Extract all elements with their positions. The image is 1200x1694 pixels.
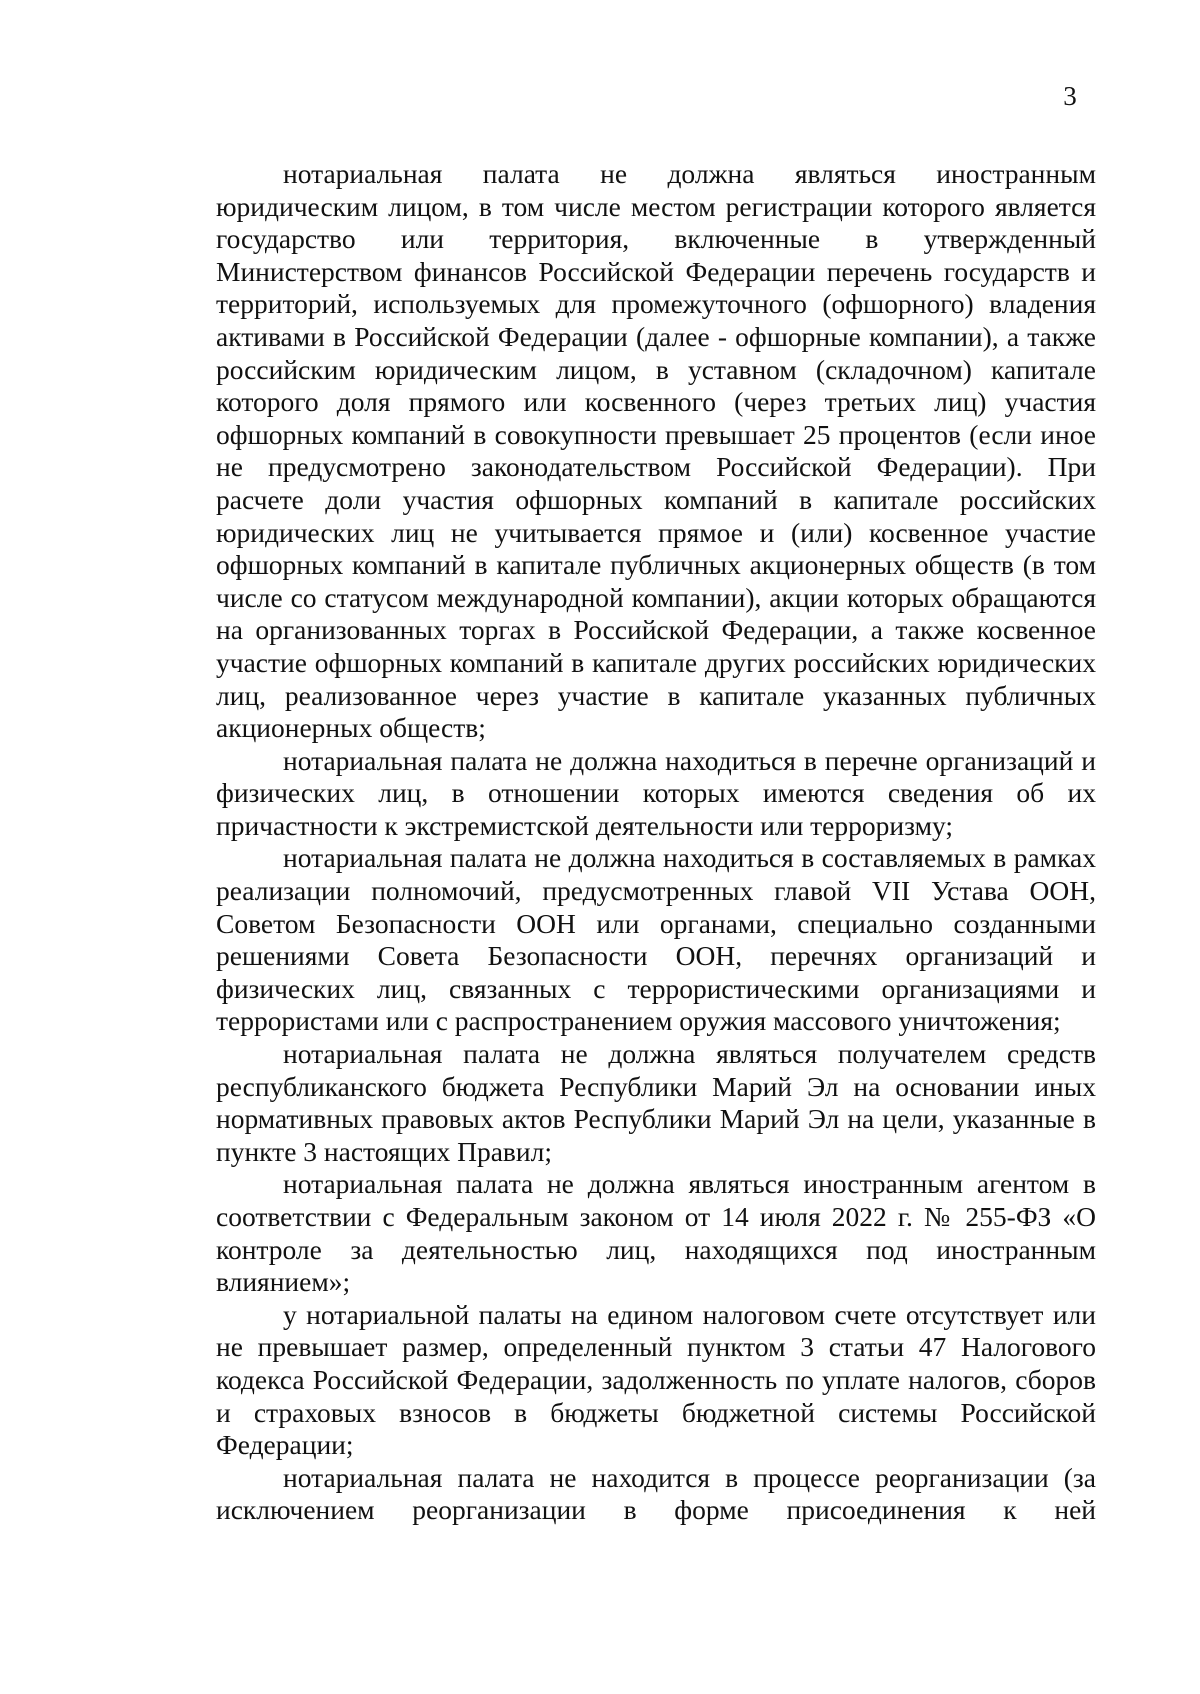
paragraph-budget-recipient: нотариальная палата не должна являться получателем средств республиканского бюджета Республики Марий Эл на основании иных нормативных правовых актов Республики Марий Эл на цели, указанные в пункте 3 настоящих Правил; [216,1038,1096,1167]
paragraph-extremism-list: нотариальная палата не должна находиться в перечне организаций и физических лиц, в отношении которых имеются сведения об их причастности к экстремистской деятельности или терроризму; [216,744,1096,841]
paragraph-offshore-requirement: нотариальная палата не должна являться иностранным юридическим лицом, в том числе местом регистрации которого является государство или территория, включенные в утвержденный Министерством финансов Российской Федерации перечень государств и территорий, используемых для промежуточного (офшорного) владения активами в Российской Федерации (далее - офшорные компании), а также российским юридическим лицом, в уставном (складочном) капитале которого доля прямого или косвенного (через третьих лиц) участия офшорных компаний в совокупности превышает 25 процентов (если иное не предусмотрено законодательством Российской Федерации). При расчете доли участия офшорных компаний в капитале российских юридических лиц не учитывается прямое и (или) косвенное участие офшорных компаний в капитале публичных акционерных обществ (в том числе со статусом международной компании), акции которых обращаются на организованных торгах в Российской Федерации, а также косвенное участие офшорных компаний в капитале других российских юридических лиц, реализованное через участие в капитале указанных публичных акционерных обществ; [216,158,1096,744]
paragraph-un-security-council-list: нотариальная палата не должна находиться в составляемых в рамках реализации полномочий, предусмотренных главой VII Устава ООН, Советом Безопасности ООН или органами, специально созданными решениями Совета Безопасности ООН, перечнях организаций и физических лиц, связанных с террористическими организациями и террористами или с распространением оружия массового уничтожения; [216,842,1096,1037]
paragraph-reorganization: нотариальная палата не находится в процессе реорганизации (за исключением реорганизации в форме присоединения к ней [216,1461,1096,1526]
document-body [216,158,1096,1527]
page-number: 3 [1063,81,1077,111]
paragraph-tax-debt: у нотариальной палаты на едином налоговом счете отсутствует или не превышает размер, определенный пунктом 3 статьи 47 Налогового кодекса Российской Федерации, задолженность по уплате налогов, сборов и страховых взносов в бюджеты бюджетной системы Российской Федерации; [216,1298,1096,1461]
paragraph-foreign-agent: нотариальная палата не должна являться иностранным агентом в соответствии с Федеральным законом от 14 июля 2022 г. № 255-ФЗ «О контроле за деятельностью лиц, находящихся под иностранным влиянием»; [216,1168,1096,1298]
